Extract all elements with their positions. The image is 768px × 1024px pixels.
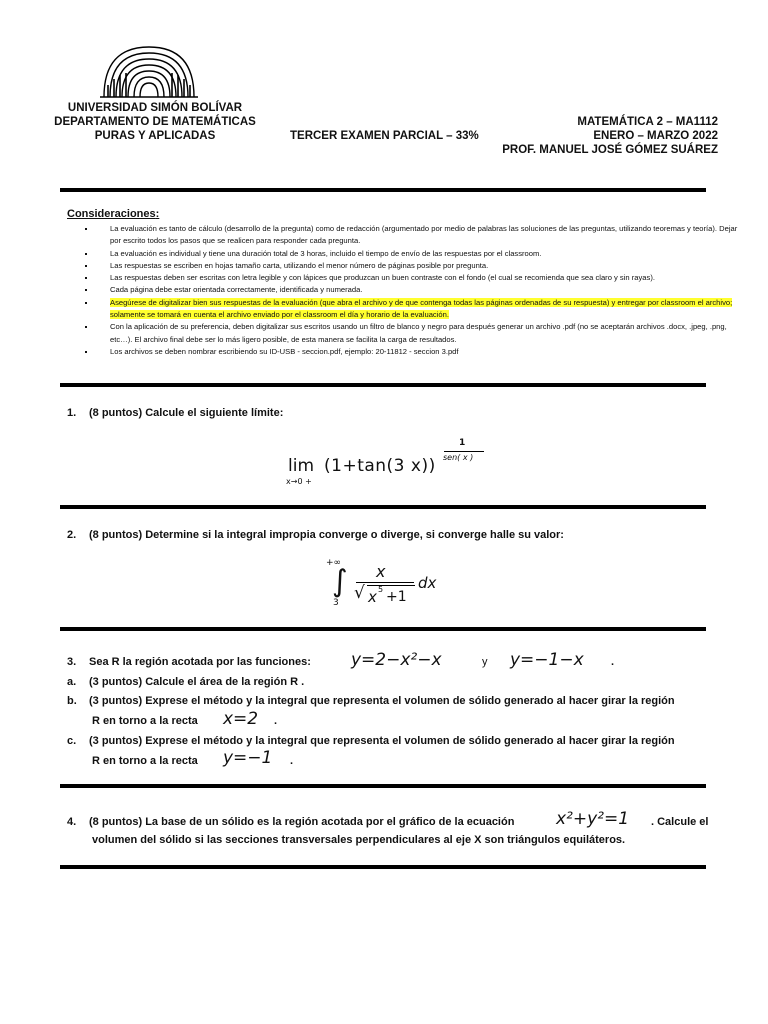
divider	[60, 505, 706, 509]
question-1: 1. (8 puntos) Calcule el siguiente límite:	[67, 407, 284, 419]
divider	[60, 383, 706, 387]
term: ENERO – MARZO 2022	[593, 130, 718, 142]
axis-x-equation: x=2	[223, 709, 259, 729]
question-3: 3. Sea R la región acotada por las funciones:	[67, 656, 311, 668]
university-logo	[100, 43, 198, 101]
course-code: MATEMÁTICA 2 – MA1112	[577, 116, 718, 128]
list-item: ▪ La evaluación es tanto de cálculo (desarrollo de la pregunta) como de redacción (argumentado por medio de palabras las soluciones de las preguntas, utilizando teoremas y teoría). Dejar por escrito todos los pasos que se realicen para responder cada pregunta.	[96, 223, 742, 248]
period: .	[611, 656, 615, 668]
list-item: ▪ Las respuestas deben ser escritas con letra legible y con lápices que produzcan un buen contraste con el fondo (el cual se recomienda que sea claro y sin rayas).	[96, 272, 742, 284]
integral-expression: +∞ ∫ 3 x √ x 5 +1 dx	[326, 558, 437, 608]
question-3b-cont: R en torno a la recta	[92, 715, 198, 727]
list-item: ▪ Las respuestas se escriben en hojas tamaño carta, utilizando el menor número de páginas posible por pregunta.	[96, 260, 742, 272]
question-2: 2. (8 puntos) Determine si la integral impropia converge o diverge, si converge halle su valor:	[67, 529, 564, 541]
question-3c: c. (3 puntos) Exprese el método y la integral que representa el volumen de sólido generado al hacer girar la región	[67, 735, 675, 747]
considerations-list	[78, 223, 742, 358]
highlighted-text: Asegúrese de digitalizar bien sus respuestas de la evaluación (que abra el archivo y de que contenga todas las páginas ordenadas de su respuesta) y entregar por classroom el archivo; solamente se tomará en cuenta el archivo enviado por el classroom el día y horario de la evaluación.	[110, 297, 733, 320]
list-item: ▪ Con la aplicación de su preferencia, deben digitalizar sus escritos usando un filtro de blanco y negro para después generar un archivo .pdf (no se aceptarán archivos .docx, .jpeg, .png, etc…). El archivo final debe ser lo más ligero posible, de esta manera se facilita la carga de resultados.	[96, 321, 742, 346]
exam-title: TERCER EXAMEN PARCIAL – 33%	[290, 130, 479, 142]
divider	[60, 865, 706, 869]
question-3c-cont: R en torno a la recta	[92, 755, 198, 767]
question-4-end: . Calcule el	[651, 816, 709, 828]
university-name: UNIVERSIDAD SIMÓN BOLÍVAR	[67, 102, 243, 114]
divider	[60, 188, 706, 192]
question-3b: b. (3 puntos) Exprese el método y la integral que representa el volumen de sólido generado al hacer girar la región	[67, 695, 675, 707]
limit-expression: lim x→0 + (1+tan(3 x)) 1 sen( x )	[286, 436, 526, 492]
circle-equation: x²+y²=1	[556, 809, 630, 829]
considerations-title: Consideraciones:	[67, 208, 160, 220]
axis-y-equation: y=−1	[223, 748, 273, 768]
fraction-bar	[444, 451, 484, 452]
connector: y	[482, 656, 488, 668]
department-name-2: PURAS Y APLICADAS	[94, 130, 216, 142]
divider	[60, 627, 706, 631]
list-item	[96, 297, 742, 322]
period: .	[274, 715, 278, 727]
course-block	[502, 115, 718, 157]
integral-sign: ∫	[332, 564, 348, 599]
sqrt-bar	[367, 585, 415, 586]
sqrt-sign: √	[354, 583, 365, 603]
list-item: ▪ Los archivos se deben nombrar escribiendo su ID-USB - seccion.pdf, ejemplo: 20-11812 - seccion 3.pdf	[96, 346, 742, 358]
divider	[60, 784, 706, 788]
list-item: ▪ Cada página debe estar orientada correctamente, identificada y numerada.	[96, 284, 742, 296]
question-4-cont: volumen del sólido si las secciones transversales perpendiculares al eje X son triángulos equiláteros.	[92, 834, 626, 846]
period: .	[290, 755, 294, 767]
function-1: y=2−x²−x	[351, 650, 442, 670]
function-2: y=−1−x	[510, 650, 584, 670]
question-3a: a. (3 puntos) Calcule el área de la región R .	[67, 676, 305, 688]
question-4: 4. (8 puntos) La base de un sólido es la región acotada por el gráfico de la ecuación	[67, 816, 515, 828]
professor: PROF. MANUEL JOSÉ GÓMEZ SUÁREZ	[502, 144, 718, 156]
list-item: ▪ La evaluación es individual y tiene una duración total de 3 horas, incluido el tiempo de envío de las respuestas por el classroom.	[96, 248, 742, 260]
university-block	[40, 101, 270, 143]
department-name: DEPARTAMENTO DE MATEMÁTICAS	[54, 116, 256, 128]
